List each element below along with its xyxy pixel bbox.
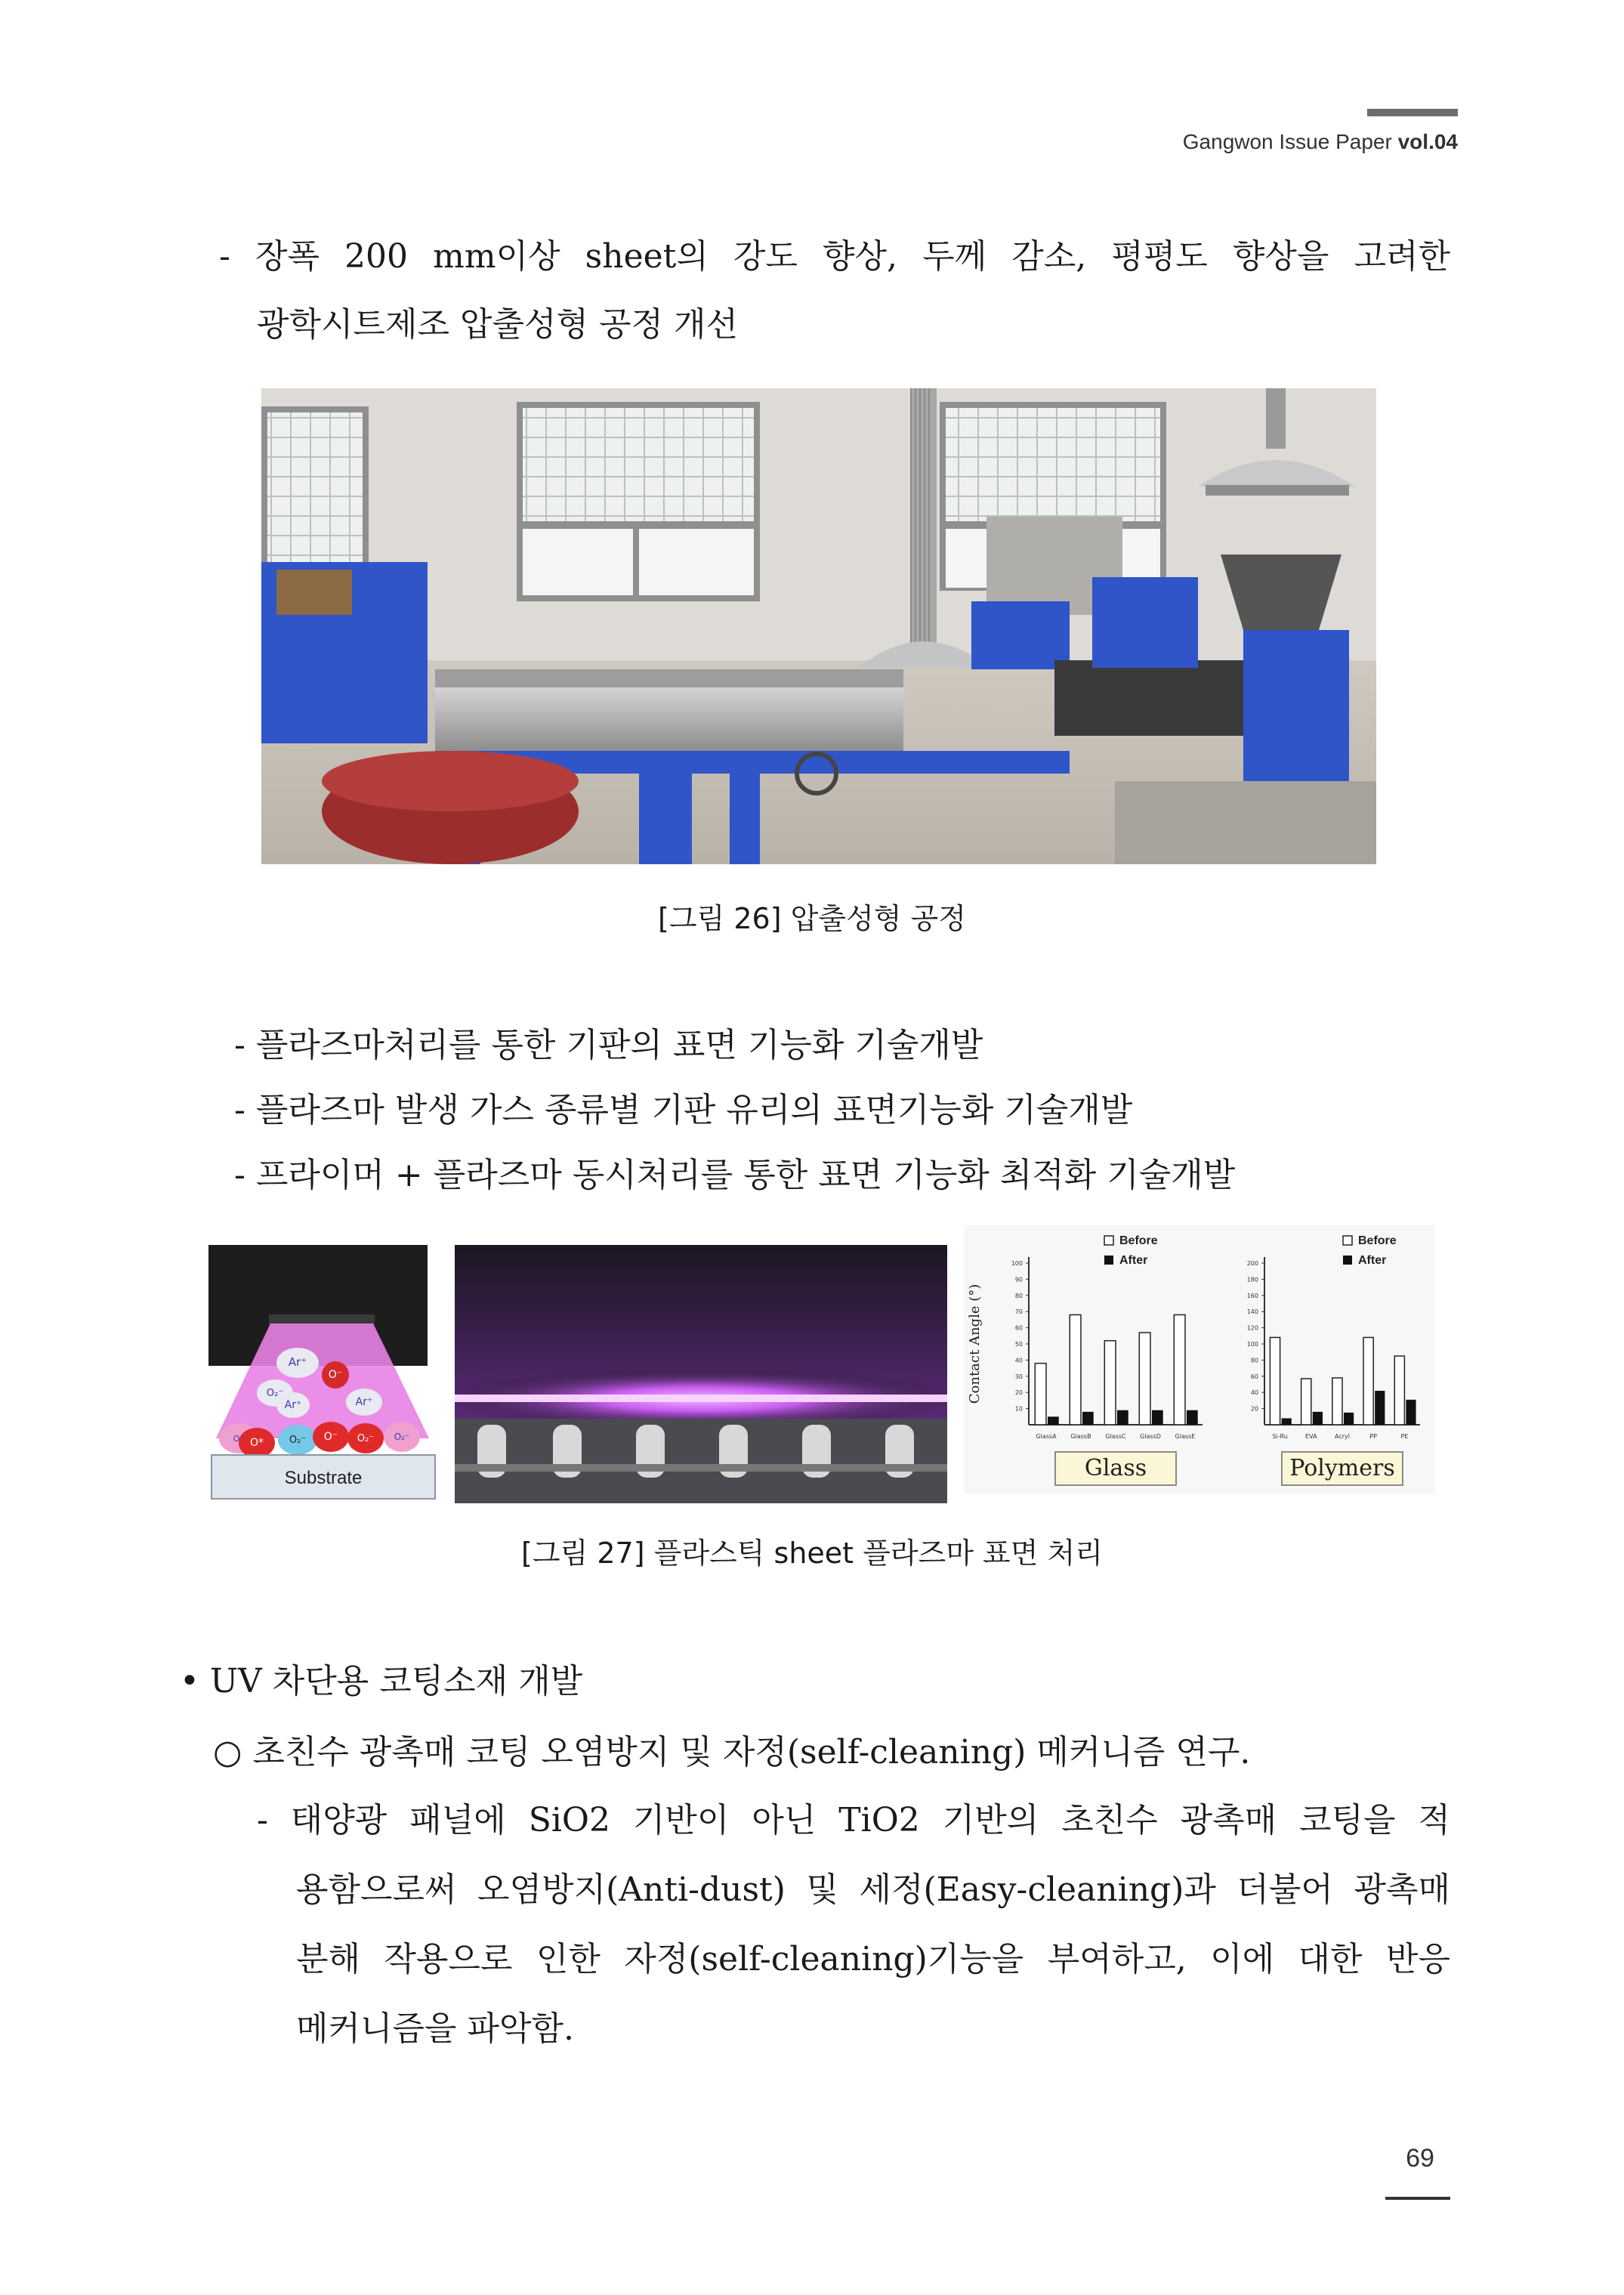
chart-2-bar-after [1313, 1412, 1323, 1425]
header-volume: vol.04 [1397, 130, 1458, 153]
particle-label-9: O₂⁻ [357, 1433, 375, 1444]
plasma-diagram [208, 1245, 443, 1503]
plasma-glow-illustration [455, 1245, 947, 1503]
section3-circle-item: ○ 초친수 광촉매 코팅 오염방지 및 자정(self-cleaning) 메커니즘 연구. [213, 1733, 1251, 1771]
chart-2-category-label: Si-Ru [1272, 1433, 1288, 1440]
chart-1-bar-before [1174, 1314, 1185, 1425]
chart-1-bar-after [1187, 1410, 1198, 1425]
section2-item-3: - 프라이머 + 플라즈마 동시처리를 통한 표면 기능화 최적화 기술개발 [234, 1156, 1236, 1194]
particle-label-2: O⁻ [328, 1369, 343, 1381]
section1-line1: - 장폭 200 mm이상 sheet의 강도 향상, 두께 감소, 평평도 향상을 고려한 [219, 237, 1450, 276]
figure27-caption: [그림 27] 플라스틱 sheet 플라즈마 표면 처리 [521, 1537, 1103, 1570]
section1-line2: 광학시트제조 압출성형 공정 개선 [257, 305, 739, 344]
chart-1-ytick-label: 60 [1014, 1324, 1023, 1332]
chart-1-ytick-label: 30 [1014, 1373, 1023, 1380]
chart-1-ytick-label: 70 [1014, 1308, 1023, 1316]
section3-dash-line-2: 용함으로써 오염방지(Anti-dust) 및 세정(Easy-cleaning)과 더불어 광촉매 [296, 1870, 1450, 1909]
section3-dash-line-1: - 태양광 패널에 SiO2 기반이 아닌 TiO2 기반의 초친수 광촉매 코팅을 적 [257, 1801, 1450, 1839]
chart-2-ytick-label: 160 [1246, 1292, 1258, 1299]
section3-bullet: • UV 차단용 코팅소재 개발 [180, 1662, 583, 1700]
chart-2-ytick-label: 120 [1246, 1324, 1258, 1332]
chart-1-bar-before [1139, 1333, 1150, 1425]
particle-label-7: O₂⁻ [289, 1435, 307, 1446]
chart-1-bar-after [1048, 1416, 1059, 1425]
chart-2-bar-before [1394, 1356, 1404, 1425]
extrusion-process-photo [261, 388, 1376, 864]
chart-2-bar-after [1375, 1391, 1385, 1425]
chart-2-ytick-label: 140 [1246, 1308, 1258, 1316]
chart-1-ytick-label: 50 [1014, 1341, 1023, 1348]
chart-2-ytick-label: 200 [1246, 1260, 1258, 1267]
chart-2-bar-after [1406, 1400, 1416, 1425]
particle-label-6: O* [249, 1437, 264, 1449]
chart-2-legend-after-swatch [1343, 1256, 1352, 1265]
substrate-label: Substrate [284, 1468, 363, 1488]
chart-2-ytick-label: 80 [1250, 1357, 1258, 1364]
section2-item-2: - 플라즈마 발생 가스 종류별 기판 유리의 표면기능화 기술개발 [234, 1091, 1133, 1129]
chart-1-y-label: Contact Angle (°) [967, 1283, 983, 1404]
section3-dash-line-4: 메커니즘을 파악함. [296, 2009, 575, 2048]
contact-angle-charts [964, 1225, 1435, 1494]
chart-2-category-label: PP [1369, 1433, 1378, 1440]
chart-2-bar-before [1363, 1337, 1373, 1425]
page-number-underline [1385, 2197, 1450, 2200]
chart-1-ytick-label: 40 [1014, 1357, 1023, 1364]
chart-1-legend-after-swatch [1104, 1256, 1113, 1265]
particle-label-5: Ar⁺ [284, 1399, 302, 1411]
section2-item-1: - 플라즈마처리를 통한 기판의 표면 기능화 기술개발 [234, 1026, 983, 1064]
chart-1-ytick-label: 10 [1014, 1405, 1023, 1413]
chart-1-category-label: GlassB [1070, 1433, 1091, 1440]
chart-1-legend-after-label: After [1119, 1254, 1148, 1267]
particle-label-4: Ar⁺ [355, 1396, 373, 1408]
extrusion-machine-illustration [261, 388, 1376, 864]
chart-1-bar-after [1117, 1410, 1128, 1425]
chart-1-category-label: GlassA [1036, 1433, 1057, 1440]
chart-1-title: Glass [1084, 1455, 1147, 1481]
chart-2-bar-before [1270, 1337, 1280, 1425]
chart-2-category-label: Acryl [1335, 1433, 1350, 1440]
chart-2-ytick-label: 60 [1250, 1373, 1258, 1380]
particle-label-3: O₂⁻ [266, 1388, 284, 1399]
chart-2-title: Polymers [1289, 1455, 1395, 1481]
figure26-caption: [그림 26] 압출성형 공정 [658, 902, 966, 935]
chart-2-bar-before [1301, 1379, 1311, 1425]
header-title-prefix: Gangwon Issue Paper [1182, 130, 1398, 153]
header-bar [1367, 109, 1458, 116]
chart-2-category-label: PE [1400, 1433, 1409, 1440]
chart-1-category-label: GlassD [1140, 1433, 1161, 1440]
plasma-treatment-photo [455, 1245, 947, 1503]
particle-label-8: O⁻ [323, 1431, 338, 1443]
chart-2-legend-before-label: Before [1358, 1234, 1397, 1247]
chart-1-bar-before [1035, 1364, 1046, 1425]
chart-1-ytick-label: 90 [1014, 1276, 1023, 1283]
chart-2-legend-after-label: After [1358, 1254, 1387, 1267]
particle-label-10: O⁺ [233, 1434, 245, 1444]
chart-2-ytick-label: 40 [1250, 1389, 1258, 1397]
chart-1-ytick-label: 80 [1014, 1292, 1023, 1299]
particle-label-11: O₂⁻ [394, 1432, 410, 1442]
chart-1-ytick-label: 100 [1011, 1260, 1023, 1267]
section3-dash-line-3: 분해 작용으로 인한 자정(self-cleaning)기능을 부여하고, 이에 대한 반응 [296, 1940, 1450, 1978]
contact-angle-bar-charts [964, 1225, 1435, 1494]
chart-1-bar-before [1070, 1314, 1081, 1425]
chart-1-category-label: GlassE [1175, 1433, 1196, 1440]
chart-1-category-label: GlassC [1105, 1433, 1126, 1440]
chart-1-bar-before [1104, 1341, 1116, 1425]
chart-1-bar-after [1152, 1410, 1163, 1425]
header-title [982, 130, 1458, 154]
chart-2-bar-after [1344, 1413, 1354, 1425]
plasma-diagram-panel [208, 1245, 443, 1503]
chart-2-category-label: EVA [1305, 1433, 1317, 1440]
chart-2-bar-before [1332, 1378, 1342, 1425]
chart-2-ytick-label: 100 [1246, 1341, 1258, 1348]
chart-2-legend-before-swatch [1343, 1236, 1352, 1245]
chart-1-legend-before-swatch [1104, 1236, 1113, 1245]
chart-1-legend-before-label: Before [1119, 1234, 1158, 1247]
chart-2-bar-after [1282, 1418, 1292, 1425]
page-number: 69 [1406, 2144, 1434, 2173]
chart-2-ytick-label: 20 [1250, 1405, 1258, 1413]
chart-1-bar-after [1082, 1412, 1094, 1425]
chart-1-ytick-label: 20 [1014, 1389, 1023, 1397]
chart-2-ytick-label: 180 [1246, 1276, 1258, 1283]
particle-label-1: Ar⁺ [288, 1355, 307, 1369]
